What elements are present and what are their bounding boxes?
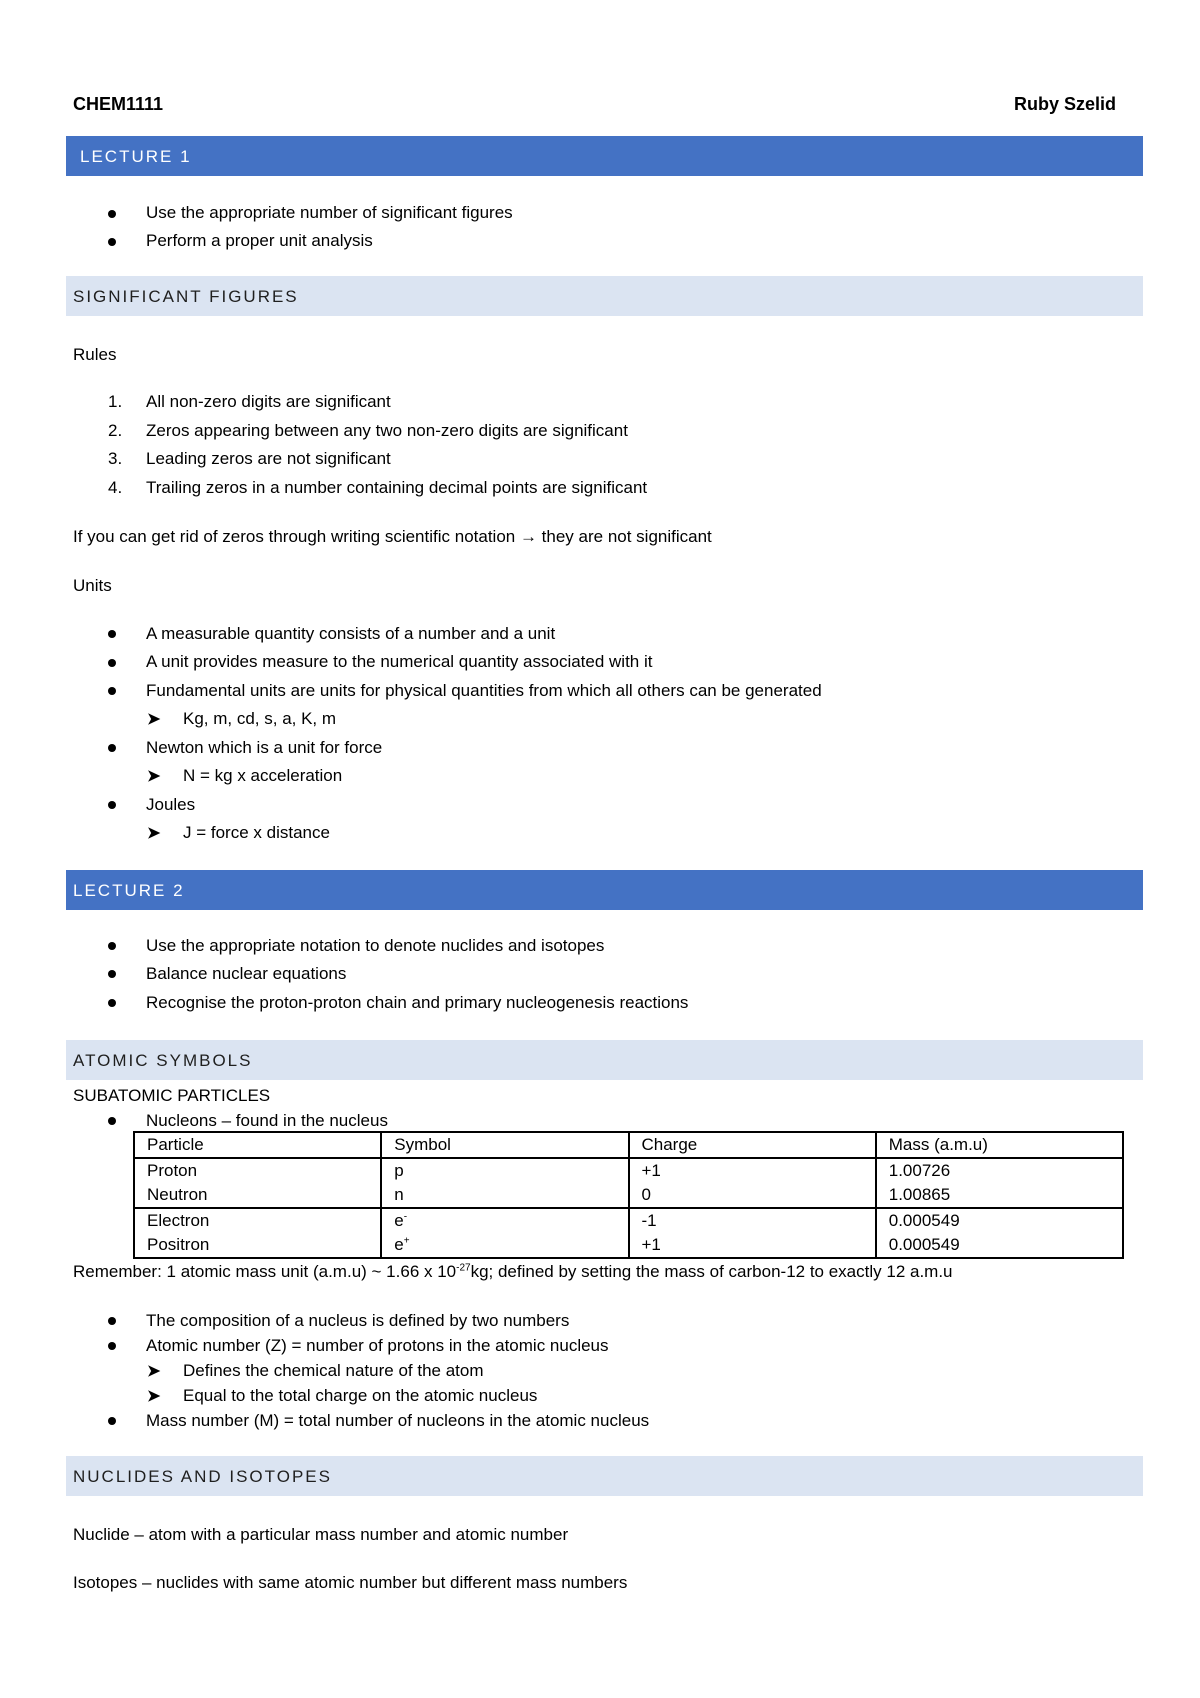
nuclides-isotopes-heading [66,1456,1143,1496]
atomic-symbols-heading [66,1040,1143,1080]
bullet-icon [108,744,116,752]
units-item: Joules [146,795,196,814]
arrow-bullet-icon: ➤ [147,1388,161,1405]
units-heading: Units [73,576,112,595]
lecture-1-goal: Use the appropriate number of significant figures [146,203,513,222]
units-item: Fundamental units are units for physical quantities from which all others can be generated [146,681,822,700]
composition-subitem: Defines the chemical nature of the atom [183,1361,484,1380]
composition-subitem: Equal to the total charge on the atomic nucleus [183,1386,538,1405]
isotopes-definition: Isotopes – nuclides with same atomic number but different mass numbers [73,1573,628,1592]
bullet-icon [108,1342,116,1350]
table-cell: Neutron [134,1183,381,1208]
table-cell: 0.000549 [876,1233,1123,1258]
bullet-icon [108,1417,116,1425]
table-row [134,1183,1123,1208]
nucleons-item: Nucleons – found in the nucleus [146,1111,388,1130]
table-cell: n [381,1183,628,1208]
arrow-bullet-icon: ➤ [147,711,161,728]
rule-item: Leading zeros are not significant [146,449,391,468]
units-subitem: Kg, m, cd, s, a, K, m [183,709,337,728]
sigfig-note: If you can get rid of zeros through writing scientific notation → they are not significant [73,527,712,546]
arrow-bullet-icon: ➤ [147,1363,161,1380]
table-cell [381,1233,628,1258]
rule-item: All non-zero digits are significant [146,392,391,411]
lecture-1-title: LECTURE 1 [80,147,192,166]
lecture-2-title: LECTURE 2 [73,881,185,900]
table-cell [381,1208,628,1233]
remember-pre: Remember: 1 atomic mass unit (a.m.u) ~ 1.66 x 10 [73,1262,457,1281]
lecture-1-heading [66,136,1143,176]
units-subitem: J = force x distance [183,823,330,842]
table-cell: Positron [134,1233,381,1258]
rule-number: 2. [108,421,123,440]
atomic-symbols-title: ATOMIC SYMBOLS [73,1051,253,1070]
bullet-icon [108,1317,116,1325]
remember-note [73,1262,953,1282]
table-cell: 0 [629,1183,876,1208]
nuclides-isotopes-title: NUCLIDES AND ISOTOPES [73,1467,332,1486]
remember-exponent: -27 [456,1262,471,1274]
subatomic-particles-table [133,1131,1124,1259]
lecture-2-goal: Balance nuclear equations [146,964,347,983]
table-row [134,1233,1123,1258]
bullet-icon [108,970,116,978]
electron-symbol: e [394,1211,404,1230]
table-header-cell: Charge [629,1132,876,1158]
rule-number: 1. [108,392,123,411]
table-cell: +1 [629,1233,876,1258]
composition-item: Atomic number (Z) = number of protons in the atomic nucleus [146,1336,609,1355]
units-item: A unit provides measure to the numerical quantity associated with it [146,652,653,671]
bullet-icon [108,210,116,218]
lecture-2-goal: Recognise the proton-proton chain and primary nucleogenesis reactions [146,993,689,1012]
bullet-icon [108,238,116,246]
lecture-1-goal: Perform a proper unit analysis [146,231,373,250]
arrow-bullet-icon: ➤ [147,768,161,785]
table-cell: p [381,1158,628,1183]
table-cell: +1 [629,1158,876,1183]
electron-charge-sup: - [403,1211,408,1223]
rules-heading: Rules [73,345,117,364]
remember-post: kg; defined by setting the mass of carbon-12 to exactly 12 a.m.u [470,1262,953,1281]
table-cell: -1 [629,1208,876,1233]
table-cell: 0.000549 [876,1208,1123,1233]
composition-item: The composition of a nucleus is defined by two numbers [146,1311,570,1330]
bullet-icon [108,659,116,667]
significant-figures-title: SIGNIFICANT FIGURES [73,287,299,306]
table-row [134,1208,1123,1233]
composition-item: Mass number (M) = total number of nucleons in the atomic nucleus [146,1411,650,1430]
subatomic-heading: SUBATOMIC PARTICLES [73,1086,271,1105]
significant-figures-heading [66,276,1143,316]
bullet-icon [108,801,116,809]
table-cell: Proton [134,1158,381,1183]
rule-item: Zeros appearing between any two non-zero digits are significant [146,421,628,440]
lecture-2-heading [66,870,1143,910]
rule-item: Trailing zeros in a number containing decimal points are significant [146,478,648,497]
arrow-bullet-icon: ➤ [147,825,161,842]
units-item: Newton which is a unit for force [146,738,383,757]
bullet-icon [108,630,116,638]
rule-number: 3. [108,449,123,468]
table-header-cell: Symbol [381,1132,628,1158]
lecture-2-goal: Use the appropriate notation to denote nuclides and isotopes [146,936,605,955]
bullet-icon [108,1117,116,1125]
table-cell: Electron [134,1208,381,1233]
rule-number: 4. [108,478,123,497]
table-cell: 1.00726 [876,1158,1123,1183]
table-row [134,1158,1123,1183]
table-header-cell: Mass (a.m.u) [876,1132,1123,1158]
table-header-row [134,1132,1123,1158]
nuclide-definition: Nuclide – atom with a particular mass number and atomic number [73,1525,569,1544]
positron-symbol: e [394,1235,404,1254]
bullet-icon [108,999,116,1007]
units-item: A measurable quantity consists of a number and a unit [146,624,556,643]
table-header-cell: Particle [134,1132,381,1158]
table-cell: 1.00865 [876,1183,1123,1208]
bullet-icon [108,687,116,695]
bullet-icon [108,942,116,950]
author-name: Ruby Szelid [1013,94,1116,114]
positron-charge-sup: + [403,1235,410,1247]
units-subitem: N = kg x acceleration [183,766,343,785]
course-code: CHEM1111 [73,94,164,114]
